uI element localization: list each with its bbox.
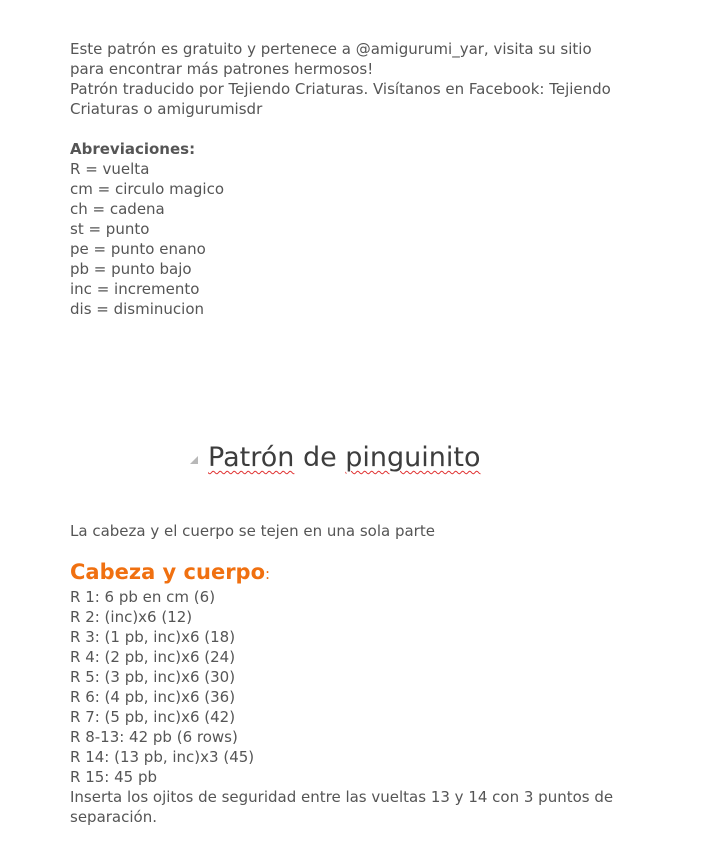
abbreviation-item: R = vuelta bbox=[70, 160, 150, 178]
round-item: R 8-13: 42 pb (6 rows) bbox=[70, 728, 238, 746]
round-item: R 4: (2 pb, inc)x6 (24) bbox=[70, 648, 236, 666]
eyes-note-line: separación. bbox=[70, 808, 157, 826]
round-item: R 6: (4 pb, inc)x6 (36) bbox=[70, 688, 236, 706]
abbreviation-item: st = punto bbox=[70, 220, 150, 238]
abbreviation-item: pb = punto bajo bbox=[70, 260, 192, 278]
heading-word: pinguinito bbox=[345, 442, 481, 473]
pattern-heading bbox=[208, 438, 481, 478]
abbreviation-item: inc = incremento bbox=[70, 280, 200, 298]
single-piece-paragraph bbox=[70, 521, 630, 541]
round-item: R 5: (3 pb, inc)x6 (30) bbox=[70, 668, 236, 686]
round-item: R 1: 6 pb en cm (6) bbox=[70, 588, 216, 606]
section-title-text: Cabeza y cuerpo bbox=[70, 560, 266, 584]
rounds-list bbox=[70, 587, 630, 827]
abbreviation-item: ch = cadena bbox=[70, 200, 165, 218]
abbreviations-title: Abreviaciones: bbox=[70, 140, 196, 158]
heading-word: Patrón bbox=[208, 442, 295, 473]
abbreviation-item: cm = circulo magico bbox=[70, 180, 224, 198]
intro-line: Este patrón es gratuito y pertenece a @amigurumi_yar, visita su sitio bbox=[70, 40, 592, 58]
section-title bbox=[70, 558, 270, 588]
round-item: R 2: (inc)x6 (12) bbox=[70, 608, 193, 626]
intro-line: para encontrar más patrones hermosos! bbox=[70, 60, 374, 78]
round-item: R 15: 45 pb bbox=[70, 768, 157, 786]
collapse-triangle-icon[interactable] bbox=[190, 456, 198, 464]
section-title-colon: : bbox=[265, 565, 271, 583]
pattern-heading-row bbox=[190, 436, 481, 480]
intro-line: Criaturas o amigurumisdr bbox=[70, 100, 263, 118]
abbreviations-list bbox=[70, 139, 630, 319]
intro-line: Patrón traducido por Tejiendo Criaturas. Visítanos en Facebook: Tejiendo bbox=[70, 80, 611, 98]
round-item: R 14: (13 pb, inc)x3 (45) bbox=[70, 748, 255, 766]
abbreviation-item: dis = disminucion bbox=[70, 300, 205, 318]
heading-word: de bbox=[302, 442, 337, 473]
single-piece-note: La cabeza y el cuerpo se tejen en una sola parte bbox=[70, 522, 435, 540]
eyes-note-line: Inserta los ojitos de seguridad entre las vueltas 13 y 14 con 3 puntos de bbox=[70, 788, 614, 806]
round-item: R 3: (1 pb, inc)x6 (18) bbox=[70, 628, 236, 646]
abbreviation-item: pe = punto enano bbox=[70, 240, 206, 258]
intro-paragraph bbox=[70, 39, 630, 119]
round-item: R 7: (5 pb, inc)x6 (42) bbox=[70, 708, 236, 726]
